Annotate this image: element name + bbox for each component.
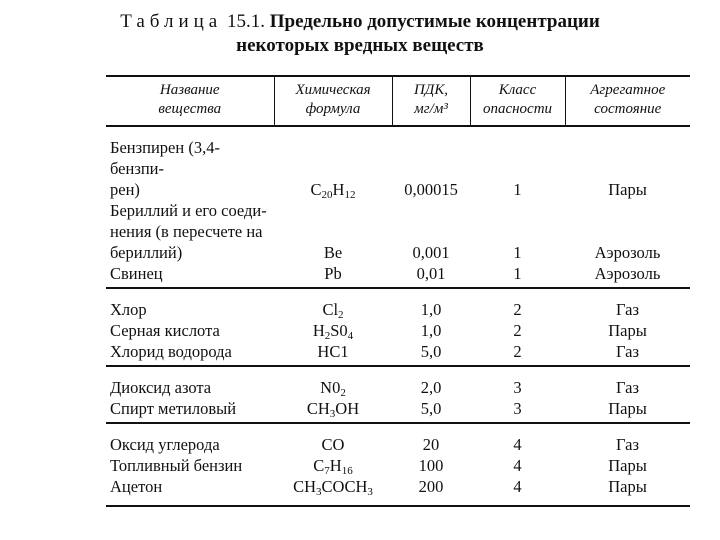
header-state: Агрегатное состояние	[565, 76, 690, 126]
formula-subscript: 2	[324, 330, 331, 342]
caption-number: 15.1.	[226, 11, 265, 32]
formula-subscript: 2	[340, 387, 346, 399]
table-row	[106, 341, 690, 366]
pdk-value: 0,001	[412, 243, 450, 262]
formula-subscript: 7	[324, 465, 330, 477]
hazard-class: 4	[513, 435, 522, 454]
formula-part: Be	[323, 243, 343, 262]
hazard-class: 4	[513, 456, 522, 475]
hazard-class: 2	[513, 300, 522, 319]
formula-part: N0	[320, 378, 341, 397]
formula-subscript: 12	[344, 189, 356, 201]
formula-part: S0	[330, 321, 348, 340]
header-class: Класс опасности	[470, 76, 565, 126]
formula-subscript: 3	[329, 408, 336, 420]
caption-title-line-1: Предельно допустимые концентрации	[269, 11, 600, 32]
aggregate-state: Аэрозоль	[594, 243, 661, 262]
aggregate-state: Пары	[608, 180, 647, 199]
formula-subscript: 2	[338, 309, 344, 321]
hazard-class: 1	[470, 263, 565, 288]
pdk-value: 100	[418, 456, 444, 475]
hazard-class: 1	[513, 180, 522, 199]
table-row	[106, 263, 690, 288]
substance-name: Бензпирен (3,4-бензпи- рен)	[110, 138, 220, 199]
aggregate-state: Пары	[608, 456, 647, 475]
table-row	[106, 200, 690, 263]
hazard-class: 1	[513, 243, 522, 262]
formula-part: HC1	[317, 342, 349, 361]
aggregate-state: Газ	[616, 300, 639, 319]
substance-name: Топливный бензин	[110, 456, 243, 475]
pdk-value: 1,0	[420, 300, 442, 319]
formula-part: OH	[335, 399, 360, 418]
substance-name: Свинец	[106, 263, 274, 288]
chemical-formula	[274, 455, 392, 476]
pdk-value: 5,0	[392, 341, 470, 366]
header-formula: Химическая формула	[274, 76, 392, 126]
caption-line-1	[0, 10, 720, 34]
chemical-formula	[274, 341, 392, 366]
chemical-formula	[274, 476, 392, 506]
pdk-value: 200	[392, 476, 470, 506]
hazard-class: 3	[513, 378, 522, 397]
table-caption	[0, 10, 720, 58]
header-pdk: ПДК, мг/м³	[392, 76, 470, 126]
table-row	[106, 398, 690, 423]
header-name: Название вещества	[106, 76, 274, 126]
chemical-formula	[274, 366, 392, 398]
aggregate-state: Газ	[616, 435, 639, 454]
hazard-class: 2	[470, 341, 565, 366]
substance-name: Ацетон	[106, 476, 274, 506]
aggregate-state: Пары	[608, 321, 647, 340]
table-row	[106, 455, 690, 476]
formula-subscript: 16	[341, 465, 353, 477]
substance-name: Спирт метиловый	[106, 398, 274, 423]
hazard-class: 2	[513, 321, 522, 340]
formula-part: COCH	[321, 477, 368, 496]
caption-label: Таблица	[120, 11, 223, 32]
table-row	[106, 476, 690, 506]
formula-subscript: 3	[316, 486, 322, 498]
pdk-value: 20	[422, 435, 440, 454]
formula-part: CH	[306, 399, 330, 418]
formula-subscript: 4	[347, 330, 354, 342]
substance-name: Хлор	[110, 300, 147, 319]
aggregate-state: Аэрозоль	[565, 263, 690, 288]
formula-part: Cl	[322, 300, 339, 319]
pdk-value: 0,01	[392, 263, 470, 288]
aggregate-state: Газ	[616, 378, 639, 397]
hazard-class: 3	[470, 398, 565, 423]
formula-part: H	[329, 456, 342, 475]
substance-name: Серная кислота	[110, 321, 220, 340]
table-row	[106, 423, 690, 455]
substance-name: Диоксид азота	[110, 378, 212, 397]
formula-subscript: 20	[321, 189, 333, 201]
formula-part: C	[310, 180, 322, 199]
formula-part: C	[313, 456, 325, 475]
pdk-value: 5,0	[392, 398, 470, 423]
pdk-value: 1,0	[420, 321, 442, 340]
hazard-class: 4	[470, 476, 565, 506]
chemical-formula	[274, 398, 392, 423]
hazard-table	[106, 75, 690, 507]
caption-title-line-2: некоторых вредных веществ	[236, 35, 484, 56]
table-row	[106, 126, 690, 200]
chemical-formula	[274, 126, 392, 200]
chemical-formula	[274, 288, 392, 320]
table-row	[106, 320, 690, 341]
table-row	[106, 366, 690, 398]
chemical-formula	[274, 320, 392, 341]
substance-name: Бериллий и его соеди- нения (в пересчете на бериллий)	[110, 201, 267, 262]
substance-name: Хлорид водорода	[106, 341, 274, 366]
aggregate-state: Газ	[565, 341, 690, 366]
formula-subscript: 3	[367, 486, 373, 498]
formula-part: Pb	[324, 264, 342, 283]
chemical-formula	[274, 263, 392, 288]
substance-name: Оксид углерода	[110, 435, 220, 454]
formula-part: CO	[321, 435, 345, 454]
formula-part: H	[312, 321, 325, 340]
chemical-formula	[274, 423, 392, 455]
chemical-formula	[274, 200, 392, 263]
header-row	[106, 76, 690, 126]
formula-part: H	[332, 180, 345, 199]
aggregate-state: Пары	[565, 476, 690, 506]
table-row	[106, 288, 690, 320]
aggregate-state: Пары	[565, 398, 690, 423]
formula-part: CH	[293, 477, 317, 496]
pdk-value: 0,00015	[404, 180, 458, 199]
pdk-value: 2,0	[420, 378, 442, 397]
